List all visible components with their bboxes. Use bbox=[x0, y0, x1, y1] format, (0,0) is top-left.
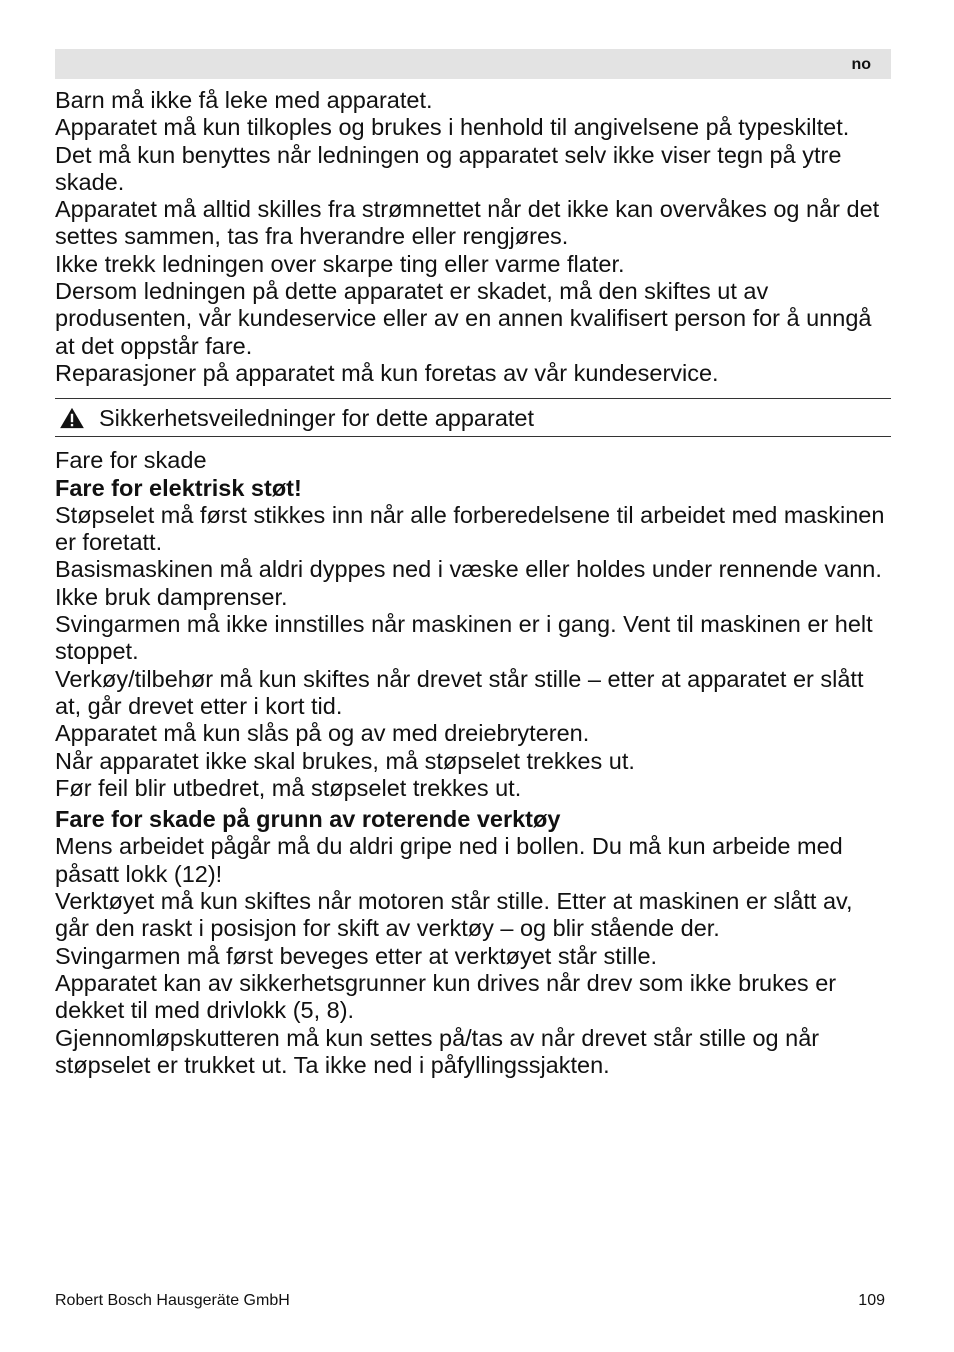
paragraph: Støpselet må først stikkes inn når alle forberedelsene til arbeidet med maskinen er foretatt. bbox=[55, 501, 885, 556]
warning-triangle-icon bbox=[57, 407, 87, 429]
danger-subheading: Fare for elektrisk støt! bbox=[55, 474, 302, 501]
paragraph: Barn må ikke få leke med apparatet. bbox=[55, 87, 433, 113]
danger-heading: Fare for skade bbox=[55, 447, 207, 474]
paragraph: Apparatet må alltid skilles fra strømnettet når det ikke kan overvåkes og når det settes sammen, tas fra hverandre eller rengjøres. bbox=[55, 196, 880, 250]
paragraph: Før feil blir utbedret, må støpselet trekkes ut. bbox=[55, 774, 522, 801]
paragraph: Mens arbeidet pågår må du aldri gripe ned i bollen. Du må kun arbeide med påsatt lokk (12)! bbox=[55, 833, 843, 887]
section-title: Sikkerhetsveiledninger for dette apparatet bbox=[99, 404, 535, 431]
paragraph: Ikke bruk damprenser. bbox=[55, 583, 288, 610]
language-code: no bbox=[851, 56, 871, 73]
section-heading bbox=[55, 398, 891, 437]
paragraph: Når apparatet ikke skal brukes, må støpselet trekkes ut. bbox=[55, 747, 635, 774]
intro-block bbox=[55, 87, 891, 387]
paragraph: Basismaskinen må aldri dyppes ned i væske eller holdes under rennende vann. bbox=[55, 556, 882, 583]
paragraph: Apparatet må kun slås på og av med dreiebryteren. bbox=[55, 720, 590, 747]
paragraph: Apparatet må kun tilkoples og brukes i henhold til angivelsene på typeskiltet. Det må kun benyttes når ledningen og apparatet selv ikke viser tegn på ytre skade. bbox=[55, 114, 850, 195]
footer-company: Robert Bosch Hausgeräte GmbH bbox=[55, 1292, 290, 1309]
danger-heading: Fare for skade på grunn av roterende verktøy bbox=[55, 806, 561, 833]
header-bar bbox=[55, 49, 891, 79]
danger-block-rotating bbox=[55, 806, 891, 1079]
paragraph: Svingarmen må ikke innstilles når maskinen er i gang. Vent til maskinen er helt stoppet. bbox=[55, 611, 873, 665]
page-content bbox=[55, 87, 891, 1079]
paragraph: Ikke trekk ledningen over skarpe ting eller varme flater. bbox=[55, 250, 625, 277]
paragraph: Gjennomløpskutteren må kun settes på/tas av når drevet står stille og når støpselet er trukket ut. Ta ikke ned i påfyllingssjakten. bbox=[55, 1024, 820, 1078]
paragraph: Apparatet kan av sikkerhetsgrunner kun drives når drev som ikke brukes er dekket til med drivlokk (5, 8). bbox=[55, 969, 837, 1024]
paragraph: Svingarmen må først beveges etter at verktøyet står stille. bbox=[55, 942, 658, 969]
danger-block-electric bbox=[55, 447, 891, 802]
paragraph: Reparasjoner på apparatet må kun foretas av vår kundeservice. bbox=[55, 359, 719, 386]
paragraph: Verkøy/tilbehør må kun skiftes når drevet står stille – etter at apparatet er slått at, går drevet etter i kort tid. bbox=[55, 665, 864, 719]
page-number: 109 bbox=[858, 1292, 885, 1309]
paragraph: Verktøyet må kun skiftes når motoren står stille. Etter at maskinen er slått av, går den raskt i posisjon for skift av verktøy – og blir stående der. bbox=[55, 888, 853, 942]
paragraph: Dersom ledningen på dette apparatet er skadet, må den skiftes ut av produsenten, vår kundeservice eller av en annen kvalifisert person for å unngå at det oppstår fare. bbox=[55, 278, 872, 359]
